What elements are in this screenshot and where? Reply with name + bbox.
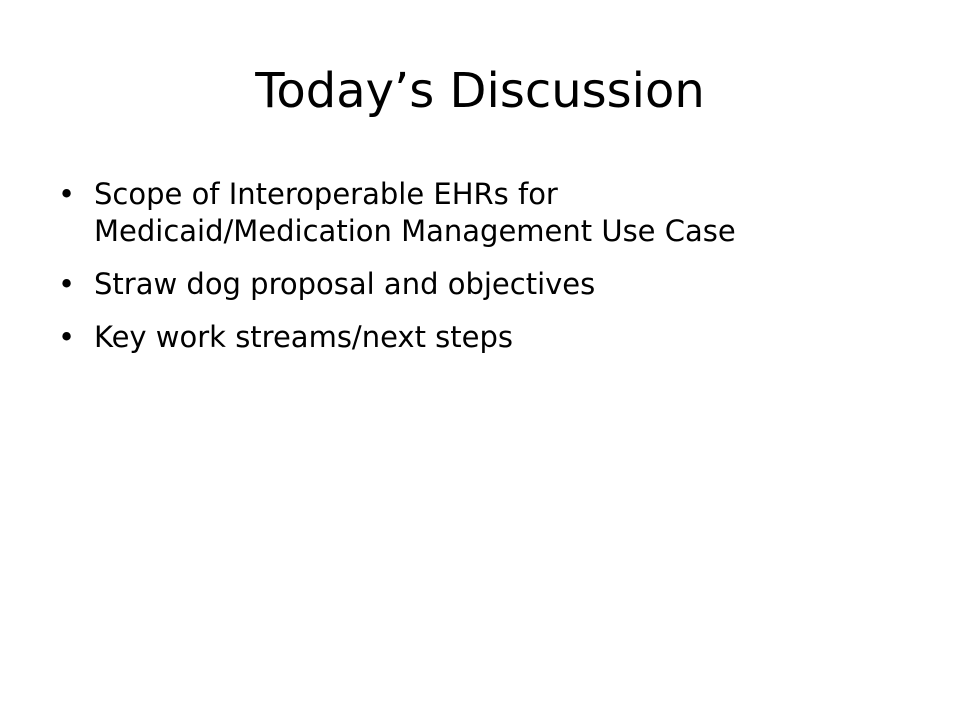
- bullet-text: Key work streams/next steps: [94, 320, 513, 354]
- bullet-item-scope: [58, 176, 858, 250]
- bullet-marker: •: [58, 267, 76, 301]
- bullet-marker: •: [58, 320, 76, 354]
- bullet-item-proposal: [58, 266, 858, 303]
- slide-title: Today’s Discussion: [255, 63, 705, 119]
- bullet-item-next-steps: [58, 319, 858, 356]
- bullet-list: [58, 176, 858, 372]
- bullet-text: Straw dog proposal and objectives: [94, 267, 596, 301]
- bullet-text: Scope of Interoperable EHRs for Medicaid/Medication Management Use Case: [94, 177, 736, 248]
- bullet-marker: •: [58, 177, 76, 211]
